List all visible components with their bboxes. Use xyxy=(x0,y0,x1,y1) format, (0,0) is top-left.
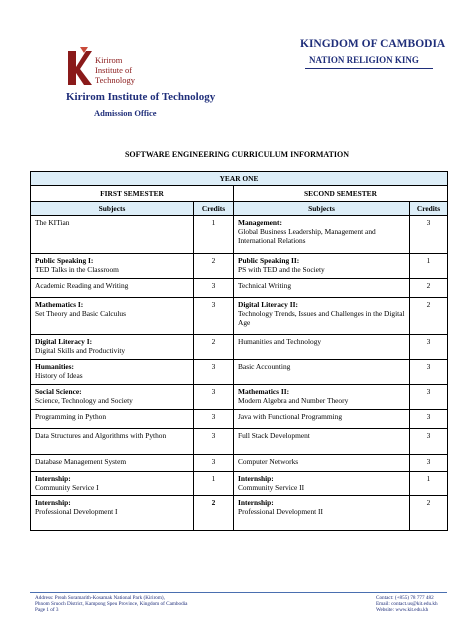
first-semester-credits: 3 xyxy=(194,360,234,385)
subject-category: Social Science: xyxy=(35,387,82,396)
first-semester-heading: FIRST SEMESTER xyxy=(31,186,234,202)
right-subject-cell xyxy=(234,496,410,531)
right-subject-cell xyxy=(234,279,410,298)
subject-name: Data Structures and Algorithms with Python xyxy=(35,431,167,440)
first-semester-credits: 3 xyxy=(194,385,234,410)
footer-divider xyxy=(30,592,447,593)
left-subject-cell xyxy=(31,472,194,496)
right-subject-cell xyxy=(234,360,410,385)
curriculum-table xyxy=(30,171,448,531)
left-subject-cell xyxy=(31,496,194,531)
table-row xyxy=(31,254,448,279)
subjects-column-header: Subjects xyxy=(31,202,194,216)
subject-category: Public Speaking I: xyxy=(35,256,94,265)
left-subject-cell xyxy=(31,360,194,385)
year-heading: YEAR ONE xyxy=(31,172,448,186)
motto-underline xyxy=(305,68,433,69)
right-subject-cell xyxy=(234,410,410,429)
right-subject-cell xyxy=(234,455,410,472)
second-semester-credits: 3 xyxy=(410,385,448,410)
second-semester-credits: 2 xyxy=(410,496,448,531)
subject-name: Professional Development I xyxy=(35,507,118,516)
subject-category: Digital Literacy II: xyxy=(238,300,298,309)
subject-name: Full Stack Development xyxy=(238,431,310,440)
subject-category: Digital Literacy I: xyxy=(35,337,93,346)
second-semester-credits: 3 xyxy=(410,410,448,429)
subjects-column-header: Subjects xyxy=(234,202,410,216)
footer-contact: Contact: (+855) 78 777 482 Email: contact.us@kit.edu.kh Website: www.kit.edu.kh xyxy=(376,595,438,614)
second-semester-credits: 1 xyxy=(410,254,448,279)
subject-category: Public Speaking II: xyxy=(238,256,300,265)
second-semester-credits: 3 xyxy=(410,360,448,385)
right-subject-cell xyxy=(234,254,410,279)
subject-name: Programming in Python xyxy=(35,412,107,421)
first-semester-credits: 3 xyxy=(194,279,234,298)
kingdom-heading: KINGDOM OF CAMBODIA xyxy=(300,38,446,50)
subject-name: Science, Technology and Society xyxy=(35,396,133,405)
credits-column-header: Credits xyxy=(410,202,448,216)
left-subject-cell xyxy=(31,298,194,335)
subject-category: Internship: xyxy=(35,498,71,507)
table-row xyxy=(31,429,448,455)
subject-name: Technical Writing xyxy=(238,281,292,290)
first-semester-credits: 1 xyxy=(194,472,234,496)
logo-wordmark: Kirirom Institute of Technology xyxy=(95,55,136,85)
first-semester-credits: 2 xyxy=(194,496,234,531)
left-subject-cell xyxy=(31,410,194,429)
second-semester-credits: 3 xyxy=(410,216,448,254)
right-subject-cell xyxy=(234,429,410,455)
second-semester-credits: 2 xyxy=(410,279,448,298)
first-semester-credits: 3 xyxy=(194,298,234,335)
right-subject-cell xyxy=(234,335,410,360)
subject-name: Academic Reading and Writing xyxy=(35,281,129,290)
left-subject-cell xyxy=(31,335,194,360)
subject-name: Community Service II xyxy=(238,483,305,492)
curriculum-rows xyxy=(31,216,448,531)
subject-name: PS with TED and the Society xyxy=(238,265,325,274)
subject-category: Internship: xyxy=(238,474,274,483)
right-subject-cell xyxy=(234,385,410,410)
second-semester-credits: 3 xyxy=(410,429,448,455)
subject-category: Humanities: xyxy=(35,362,75,371)
table-row xyxy=(31,279,448,298)
subject-name: Java with Functional Programming xyxy=(238,412,343,421)
institution-name: Kirirom Institute of Technology xyxy=(66,91,216,103)
table-row xyxy=(31,298,448,335)
subject-category: Management: xyxy=(238,218,282,227)
subject-category: Internship: xyxy=(238,498,274,507)
right-subject-cell xyxy=(234,216,410,254)
right-subject-cell xyxy=(234,298,410,335)
table-row xyxy=(31,472,448,496)
second-semester-heading: SECOND SEMESTER xyxy=(234,186,448,202)
subject-name: TED Talks in the Classroom xyxy=(35,265,119,274)
table-row xyxy=(31,360,448,385)
left-subject-cell xyxy=(31,455,194,472)
first-semester-credits: 1 xyxy=(194,216,234,254)
subject-name: Computer Networks xyxy=(238,457,299,466)
subject-name: Modern Algebra and Number Theory xyxy=(238,396,349,405)
footer-address: Address: Preah Soramarith-Kosamak National Park (Kirirom), Phnom Sruoch District, Kampong Speu Province, Kingdom of Cambodia Page 1 of 3 xyxy=(35,595,188,614)
table-row xyxy=(31,335,448,360)
subject-category: Internship: xyxy=(35,474,71,483)
office-name: Admission Office xyxy=(94,108,157,118)
first-semester-credits: 3 xyxy=(194,455,234,472)
second-semester-credits: 1 xyxy=(410,472,448,496)
table-row xyxy=(31,216,448,254)
first-semester-credits: 2 xyxy=(194,335,234,360)
subject-category: Mathematics I: xyxy=(35,300,84,309)
second-semester-credits: 2 xyxy=(410,298,448,335)
national-motto: NATION RELIGION KING xyxy=(309,55,419,65)
table-row xyxy=(31,455,448,472)
subject-name: The KITian xyxy=(35,218,70,227)
subject-name: Technology Trends, Issues and Challenges in the Digital Age xyxy=(238,309,405,327)
first-semester-credits: 2 xyxy=(194,254,234,279)
document-title: SOFTWARE ENGINEERING CURRICULUM INFORMATION xyxy=(124,150,350,159)
subject-name: Basic Accounting xyxy=(238,362,291,371)
subject-category: Mathematics II: xyxy=(238,387,290,396)
left-subject-cell xyxy=(31,254,194,279)
table-row xyxy=(31,496,448,531)
right-subject-cell xyxy=(234,472,410,496)
credits-column-header: Credits xyxy=(194,202,234,216)
subject-name: Community Service I xyxy=(35,483,99,492)
subject-name: Set Theory and Basic Calculus xyxy=(35,309,126,318)
left-subject-cell xyxy=(31,216,194,254)
left-subject-cell xyxy=(31,385,194,410)
subject-name: Humanities and Technology xyxy=(238,337,322,346)
second-semester-credits: 3 xyxy=(410,335,448,360)
left-subject-cell xyxy=(31,279,194,298)
subject-name: Digital Skills and Productivity xyxy=(35,346,126,355)
first-semester-credits: 3 xyxy=(194,410,234,429)
second-semester-credits: 3 xyxy=(410,455,448,472)
subject-name: Database Management System xyxy=(35,457,127,466)
subject-name: Professional Development II xyxy=(238,507,323,516)
first-semester-credits: 3 xyxy=(194,429,234,455)
subject-name: Global Business Leadership, Management and International Relations xyxy=(238,227,376,245)
table-row xyxy=(31,410,448,429)
subject-name: History of Ideas xyxy=(35,371,83,380)
table-row xyxy=(31,385,448,410)
left-subject-cell xyxy=(31,429,194,455)
